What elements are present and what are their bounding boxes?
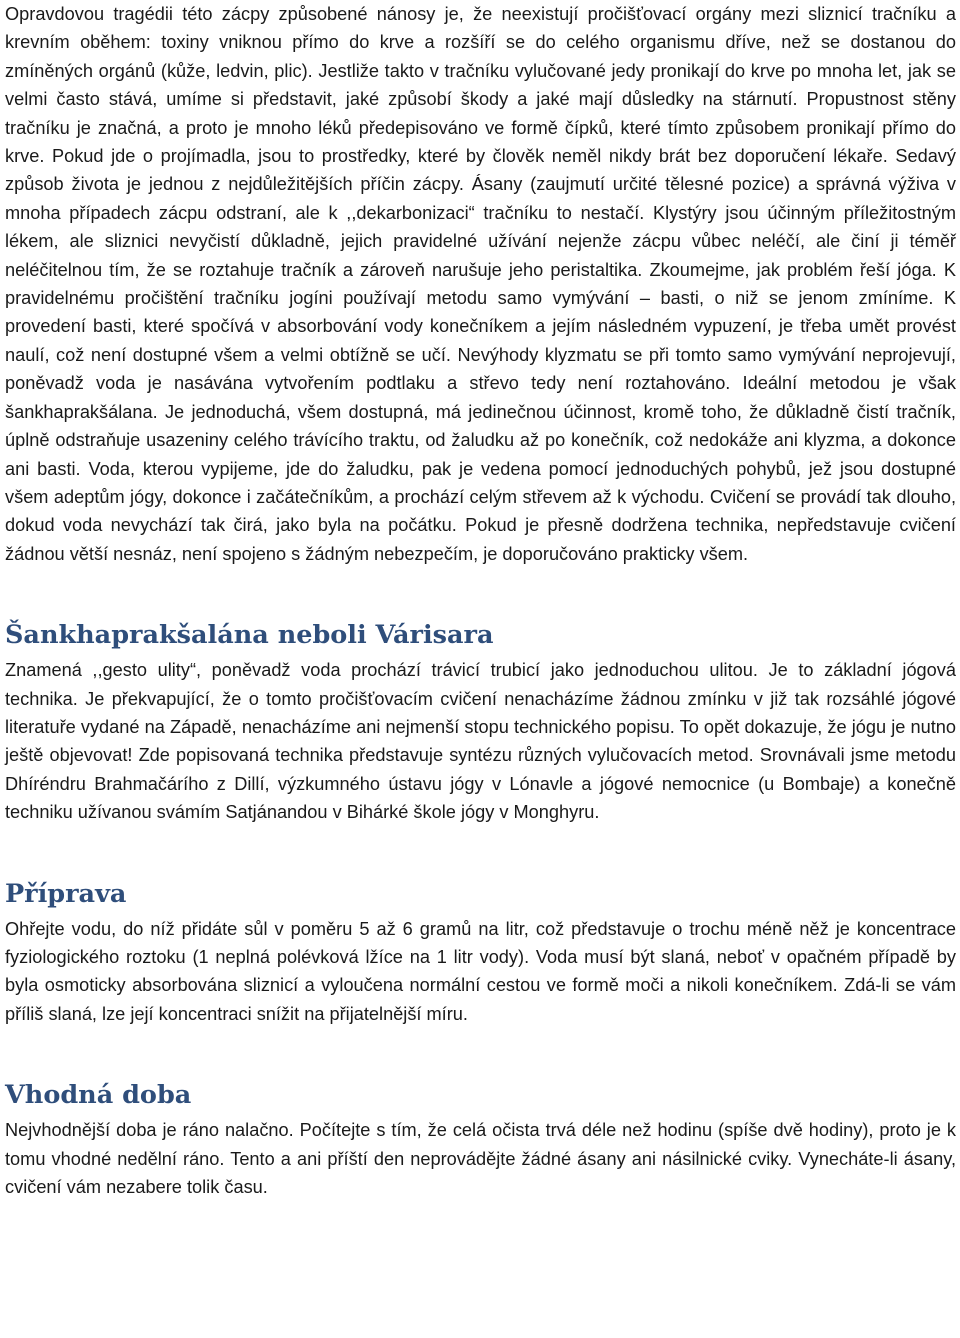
paragraph-intro: Opravdovou tragédii této zácpy způsobené nánosy je, že neexistují pročišťovací orgány mezi sliznicí tračníku a krevním oběhem: toxiny vniknou přímo do krve a rozšíří se do celého organismu dříve, než se dostanou do zmíněných orgánů (kůže, ledvin, plic). Jestliže takto v tračníku vylučované jedy pronikají do krve po mnoha let, jak se velmi často stává, umíme si představit, jaké způsobí škody a jaké mají důsledky na stárnutí. Propustnost stěny tračníku je značná, a proto je mnoho léků předepisováno ve formě čípků, které tímto způsobem pronikají přímo do krve. Pokud jde o projímadla, jsou to prostředky, které by člověk neměl nikdy brát bez doporučení lékaře. Sedavý způsob života je jednou z nejdůležitějších příčin zácpy. Ásany (zaujmutí určité tělesné pozice) a správná výživa v mnoha případech zácpu odstraní, ale k ,,dekarbonizaci“ tračníku to nestačí. Klystýry jsou účinným příležitostným lékem, ale sliznici nevyčistí důkladně, jejich pravidelné užívání nejenže zácpu vůbec neléčí, ale činí ji téměř neléčitelnou tím, že se roztahuje tračník a zároveň narušuje jeho peristaltika. Zkoumejme, jak problém řeší jóga. K pravidelnému pročištění tračníku jogíni používají metodu samo vymývání – basti, o niž se jenom zmíníme. K provedení basti, které spočívá v absorbování vody konečníkem a jejím následném vypuzení, je třeba umět provést naulí, což není dostupné všem a velmi obtížně se učí. Nevýhody klyzmatu se při tomto samo vymývání neprojevují, poněvadž voda je nasávána vytvořením podtlaku a střevo tedy není roztahováno. Ideální metodou je však šankhaprakšálana. Je jednoduchá, všem dostupná, má jedinečnou účinnost, kromě toho, že důkladně čistí tračník, úplně odstraňuje usazeniny celého trávícího traktu, od žaludku až po konečník, což nedokáže ani klyzma, a dokonce ani basti. Voda, kterou vypijeme, jde do žaludku, pak je vedena pomocí jednoduchých pohybů, jež jsou dostupné všem adeptům jógy, dokonce i začátečníkům, a prochází celým střevem až k východu. Cvičení se provádí tak dlouho, dokud voda nevychází tak čirá, jako byla na počátku. Pokud je přesně dodržena technika, nepředstavuje cvičení žádnou větší nesnáz, není spojeno s žádným nebezpečím, je doporučováno prakticky všem. [5, 4, 956, 564]
heading-sankhaprakshalana: Šankhaprakšalána neboli Várisara [5, 620, 494, 651]
paragraph-vhodna-doba: Nejvhodnější doba je ráno nalačno. Počítejte s tím, že celá očista trvá déle než hodinu (spíše dvě hodiny), proto je k tomu vhodné nedělní ráno. Tento a ani příští den neprovádějte žádné ásany ani násilnické cviky. Vynecháte-li ásany, cvičení vám nezabere tolik času. [5, 1120, 956, 1197]
document-page [5, 0, 956, 1201]
heading-priprava: Příprava [5, 878, 127, 909]
paragraph-priprava: Ohřejte vodu, do níž přidáte sůl v poměru 5 až 6 gramů na litr, což představuje o trochu méně něž je koncentrace fyziologického roztoku (1 neplná polévková lžíce na 1 litr vody). Voda musí být slaná, neboť v opačném případě by byla osmoticky absorbována sliznicí a vyloučena normální cestou ve formě moči a nikoli konečníkem. Zdá-li se vám příliš slaná, lze její koncentraci snížit na přijatelnější míru. [5, 918, 956, 1024]
heading-vhodna-doba: Vhodná doba [5, 1080, 192, 1111]
paragraph-sankhaprakshalana: Znamená ,,gesto ulity“, poněvadž voda prochází trávicí trubicí jako jednoduchou ulitou. Je to základní jógová technika. Je překvapující, že o tomto pročišťovacím cvičení nenacházíme žádnou zmínku v již tak rozsáhlé jógové literatuře vydané na Západě, nenacházíme ani nejmenší stopu technického popisu. To opět dokazuje, že jógu je nutno ještě objevovat! Zde popisovaná technika představuje syntézu různých vylučovacích metod. Srovnávali jsme metodu Dhíréndru Brahmačárího z Dillí, výzkumného ústavu jógy v Lónavle a jógové nemocnice (u Bombaje) a konečně techniku užívanou svámím Satjánandou v Bihárké škole jógy v Monghyru. [5, 660, 956, 823]
